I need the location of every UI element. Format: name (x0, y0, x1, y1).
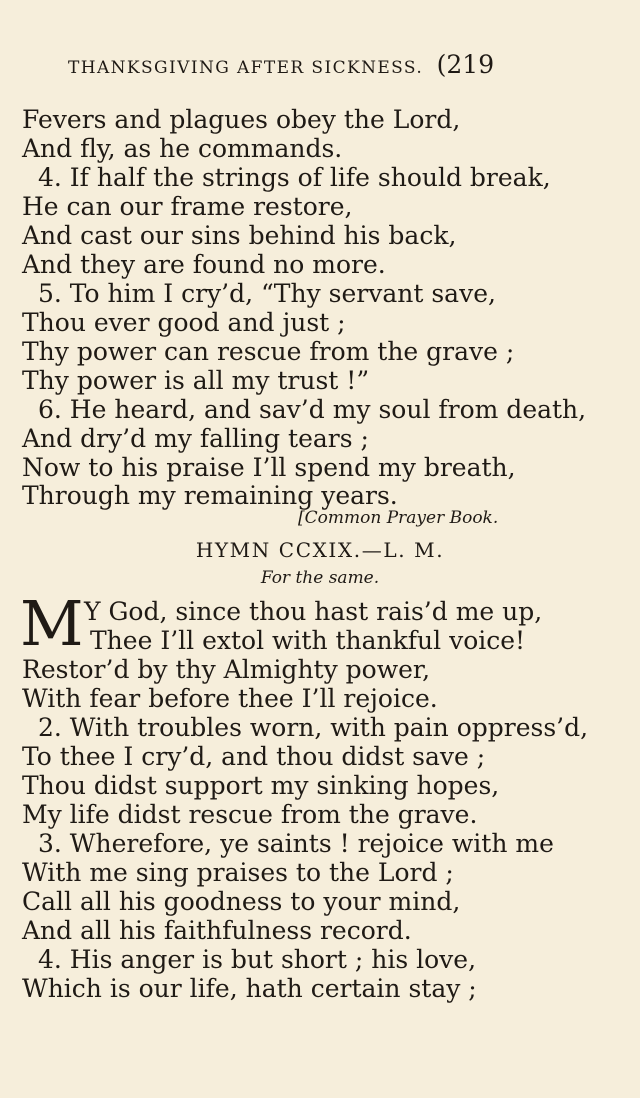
verse-line: He can our frame restore, (22, 192, 353, 221)
verse-line: My life didst rescue from the grave. (22, 800, 478, 829)
verse-line: Through my remaining years. (22, 481, 398, 510)
verse-line: 2. With troubles worn, with pain oppress’d, (38, 713, 589, 742)
running-header (68, 50, 588, 79)
running-title: THANKSGIVING AFTER SICKNESS. (68, 58, 424, 78)
verse-line: And all his faithfulness record. (22, 916, 412, 945)
drop-cap: M (20, 587, 84, 660)
attribution: [Common Prayer Book. (298, 508, 499, 528)
hymn-subtitle: For the same. (260, 568, 380, 588)
verse-line: 5. To him I cry’d, “Thy servant save, (38, 279, 496, 308)
verse-line: Which is our life, hath certain stay ; (22, 974, 477, 1003)
verse-line: And fly, as he commands. (22, 134, 343, 163)
verse-line: And they are found no more. (22, 250, 386, 279)
page-number: (219 (436, 50, 495, 79)
verse-line: To thee I cry’d, and thou didst save ; (22, 742, 486, 771)
verse-line: Thy power is all my trust !” (22, 366, 370, 395)
verse-line: 4. If half the strings of life should break, (38, 163, 551, 192)
verse-line: With fear before thee I’ll rejoice. (22, 684, 438, 713)
verse-line: Fevers and plagues obey the Lord, (22, 105, 461, 134)
verse-line: Thou ever good and just ; (22, 308, 346, 337)
verse-line: Y God, since thou hast rais’d me up, (84, 597, 543, 626)
verse-line: And dry’d my falling tears ; (22, 424, 369, 453)
verse-line: Thy power can rescue from the grave ; (22, 337, 515, 366)
verse-line: 4. His anger is but short ; his love, (38, 945, 477, 974)
hymn-title: HYMN CCXIX.—L. M. (195, 538, 445, 562)
verse-line: Call all his goodness to your mind, (22, 887, 461, 916)
verse-line: Thee I’ll extol with thankful voice! (90, 626, 526, 655)
verse-line: 6. He heard, and sav’d my soul from death, (38, 395, 587, 424)
verse-line: Restor’d by thy Almighty power, (22, 655, 431, 684)
verse-line: And cast our sins behind his back, (22, 221, 457, 250)
verse-line: 3. Wherefore, ye saints ! rejoice with me (38, 829, 554, 858)
verse-line: Thou didst support my sinking hopes, (22, 771, 500, 800)
verse-line: With me sing praises to the Lord ; (22, 858, 454, 887)
verse-line: Now to his praise I’ll spend my breath, (22, 453, 516, 482)
